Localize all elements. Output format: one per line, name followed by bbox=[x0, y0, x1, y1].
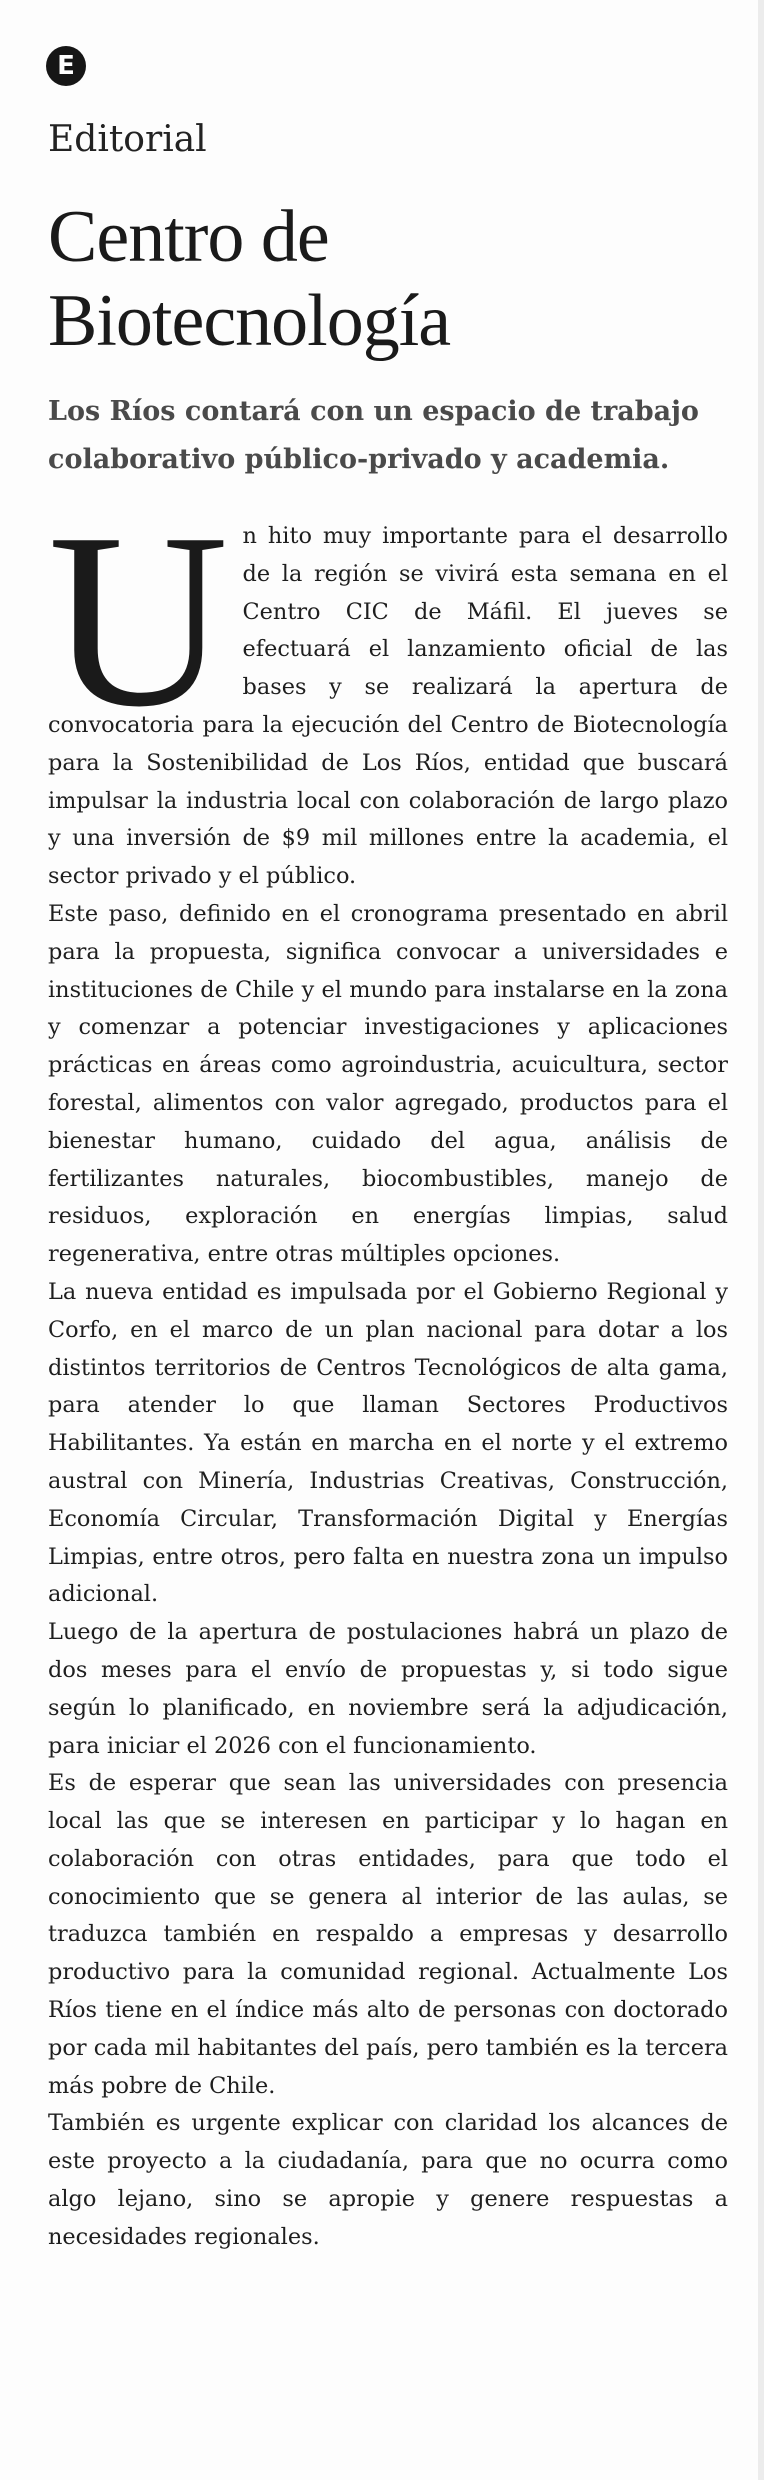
article-headline: Centro de Biotecnología bbox=[48, 196, 451, 362]
article-paragraph-5: Es de esperar que sean las universidades con presencia local las que se interesen en participar y lo hagan en colaboración con otras entidades, para que todo el conocimiento que se genera al interior de las aulas, se traduzca también en respaldo a empresas y desarrollo productivo para la comunidad regional. Actualmente Los Ríos tiene en el índice más alto de personas con doctorado por cada mil habitantes del país, pero también es la tercera más pobre de Chile. bbox=[48, 1770, 728, 2099]
article-paragraph-3: La nueva entidad es impulsada por el Gobierno Regional y Corfo, en el marco de un plan nacional para dotar a los distintos territorios de Centros Tecnológicos de alta gama, para atender lo que llaman Sectores Productivos Habilitantes. Ya están en marcha en el norte y el extremo austral con Minería, Industrias Creativas, Construcción, Economía Circular, Transformación Digital y Energías Limpias, entre otros, pero falta en nuestra zona un impulso adicional. bbox=[48, 1278, 728, 1608]
article-paragraph-2: Este paso, definido en el cronograma presentado en abril para la propuesta, significa convocar a universidades e instituciones de Chile y el mundo para instalarse en la zona y comenzar a potenciar investigaciones y aplicaciones prácticas en áreas como agroindustria, acuicultura, sector forestal, alimentos con valor agregado, productos para el bienestar humano, cuidado del agua, análisis de fertilizantes naturales, biocombustibles, manejo de residuos, exploración en energías limpias, salud regenerativa, entre otras múltiples opciones. bbox=[48, 900, 728, 1268]
page-edge bbox=[758, 0, 764, 2480]
article-paragraph-4: Luego de la apertura de postulaciones habrá un plazo de dos meses para el envío de propuestas y, si todo sigue según lo planificado, en noviembre será la adjudicación, para iniciar el 2026 con el funcionamiento. bbox=[48, 1619, 728, 1759]
drop-cap: U bbox=[48, 482, 229, 759]
article-paragraph-6: También es urgente explicar con claridad los alcances de este proyecto a la ciudadanía, para que no ocurra como algo lejano, sino se apropie y genere respuestas a necesidades regionales. bbox=[48, 2110, 728, 2250]
article-deck: Los Ríos contará con un espacio de trabajo colaborativo público-privado y academia. bbox=[48, 396, 699, 475]
section-label: Editorial bbox=[48, 119, 207, 160]
section-badge-icon: E bbox=[46, 46, 86, 86]
article-paragraph-1 bbox=[48, 482, 728, 896]
article-body bbox=[48, 482, 728, 2257]
paragraph-text: n hito muy importante para el desarrollo de la región se vivirá esta semana en el Centro CIC de Máfil. El jueves se efectuará el lanzamiento oficial de las bases y se realizará la apertura de convocatoria para la ejecución del Centro de Biotecnología para la Sostenibilidad de Los Ríos, entidad que buscará impulsar la industria local con colaboración de largo plazo y una inversión de $9 mil millones entre la academia, el sector privado y el público. bbox=[48, 523, 728, 890]
